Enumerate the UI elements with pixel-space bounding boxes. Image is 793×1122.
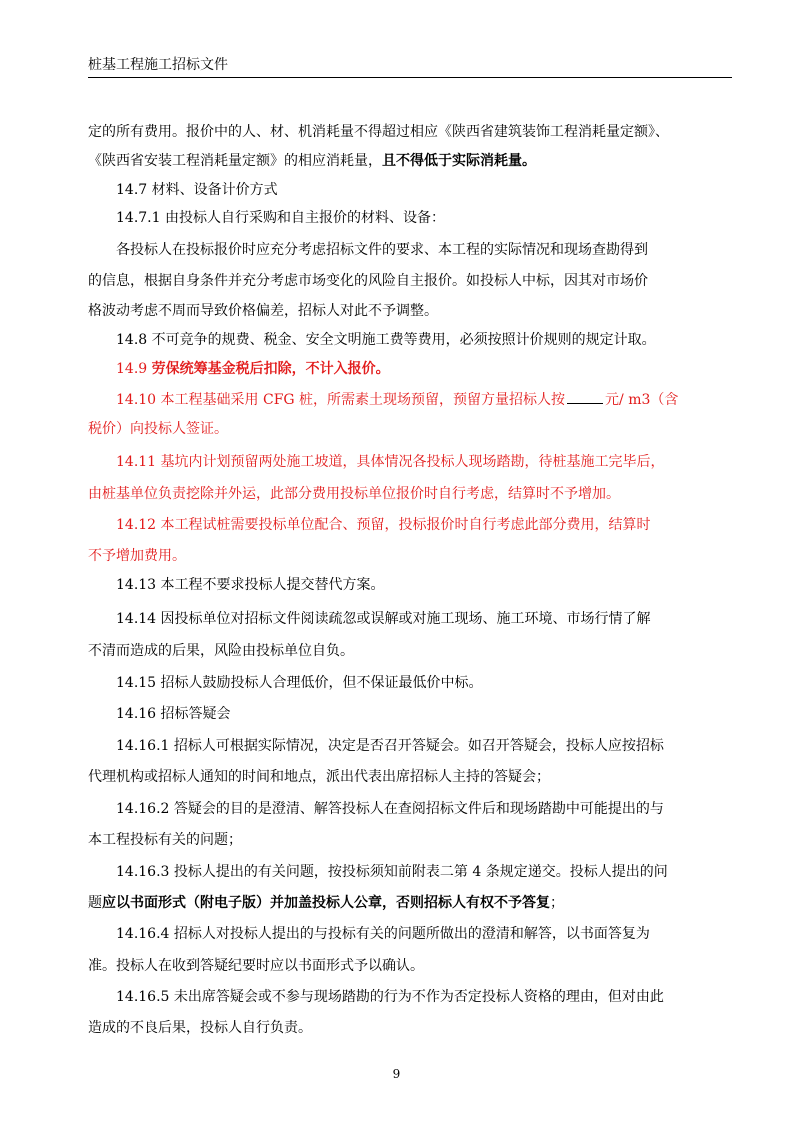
paragraph-line: 准。投标人在收到答疑纪要时应以书面形式予以确认。 — [88, 958, 424, 974]
text-run: 《陕西省安装工程消耗量定额》的相应消耗量， — [88, 153, 382, 169]
paragraph-line: 格波动考虑不周而导致价格偏差，招标人对此不予调整。 — [88, 303, 438, 319]
paragraph-line: 定的所有费用。报价中的人、材、机消耗量不得超过相应《陕西省建筑装饰工程消耗量定额》、 — [88, 124, 669, 140]
bold-text-run: 应以书面形式（附电子版）并加盖投标人公章，否则招标人有权不予答复 — [102, 895, 550, 911]
section-heading-14-7: 14.7 材料、设备计价方式 — [116, 182, 278, 198]
section-14-16-4: 14.16.4 招标人对投标人提出的与投标有关的问题所做出的澄清和解答，以书面答复为 — [116, 926, 650, 942]
section-14-13: 14.13 本工程不要求投标人提交替代方案。 — [116, 577, 385, 593]
paragraph-line: 本工程投标有关的问题； — [88, 832, 242, 848]
section-14-16-5: 14.16.5 未出席答疑会或不参与现场踏勘的行为不作为否定投标人资格的理由，但对由此 — [116, 989, 664, 1005]
section-14-16-3: 14.16.3 投标人提出的有关问题，按投标须知前附表二第 4 条规定递交。投标人提出的问 — [116, 864, 668, 880]
section-14-10 — [116, 389, 678, 409]
section-14-15: 14.15 招标人鼓励投标人合理低价，但不保证最低价中标。 — [116, 675, 483, 691]
paragraph-line: 不清而造成的后果，风险由投标单位自负。 — [88, 643, 354, 659]
paragraph-line: 不予增加费用。 — [88, 548, 186, 564]
bold-text-run: 劳保统筹基金税后扣除，不计入报价。 — [151, 361, 390, 377]
page-number: 9 — [392, 1067, 401, 1081]
section-14-16: 14.16 招标答疑会 — [116, 706, 231, 722]
bold-text-run: 且不得低于实际消耗量。 — [382, 153, 536, 169]
section-14-16-1: 14.16.1 招标人可根据实际情况，决定是否召开答疑会。如召开答疑会，投标人应按招标 — [116, 738, 664, 754]
paragraph-line: 造成的不良后果，投标人自行负责。 — [88, 1020, 312, 1036]
text-run: 14.10 本工程基础采用 CFG 桩，所需素土现场预留，预留方量招标人按 — [116, 392, 566, 408]
section-14-14: 14.14 因投标单位对招标文件阅读疏忽或误解或对施工现场、施工环境、市场行情了解 — [116, 611, 651, 627]
section-14-8: 14.8 不可竞争的规费、税金、安全文明施工费等费用，必须按照计价规则的规定计取。 — [116, 332, 656, 348]
fill-in-blank — [567, 389, 603, 404]
paragraph-line: 代理机构或招标人通知的时间和地点，派出代表出席招标人主持的答疑会； — [88, 769, 550, 785]
section-14-12: 14.12 本工程试桩需要投标单位配合、预留，投标报价时自行考虑此部分费用，结算时 — [116, 517, 651, 533]
paragraph-line: 的信息，根据自身条件并充分考虑市场变化的风险自主报价。如投标人中标，因其对市场价 — [88, 273, 648, 289]
section-heading-14-7-1: 14.7.1 由投标人自行采购和自主报价的材料、设备： — [116, 210, 445, 226]
header-rule — [88, 77, 732, 78]
page-header: 桩基工程施工招标文件 — [88, 57, 228, 73]
text-run: 14.9 — [116, 361, 152, 377]
paragraph-line: 由桩基单位负责挖除并外运，此部分费用投标单位报价时自行考虑，结算时不予增加。 — [88, 486, 620, 502]
section-14-11: 14.11 基坑内计划预留两处施工坡道，具体情况各投标人现场踏勘，待桩基施工完毕后， — [116, 454, 665, 470]
text-run: 题 — [88, 895, 102, 911]
paragraph-line: 各投标人在投标报价时应充分考虑招标文件的要求、本工程的实际情况和现场查勘得到 — [116, 242, 648, 258]
paragraph-line: 税价）向投标人签证。 — [88, 421, 228, 437]
text-run: ； — [550, 895, 564, 911]
text-run: 元/ m3（含 — [605, 392, 679, 408]
paragraph-line — [88, 151, 536, 171]
section-14-16-2: 14.16.2 答疑会的目的是澄清、解答投标人在查阅招标文件后和现场踏勘中可能提出的与 — [116, 801, 664, 817]
section-14-9 — [116, 359, 390, 379]
paragraph-line — [88, 893, 564, 913]
